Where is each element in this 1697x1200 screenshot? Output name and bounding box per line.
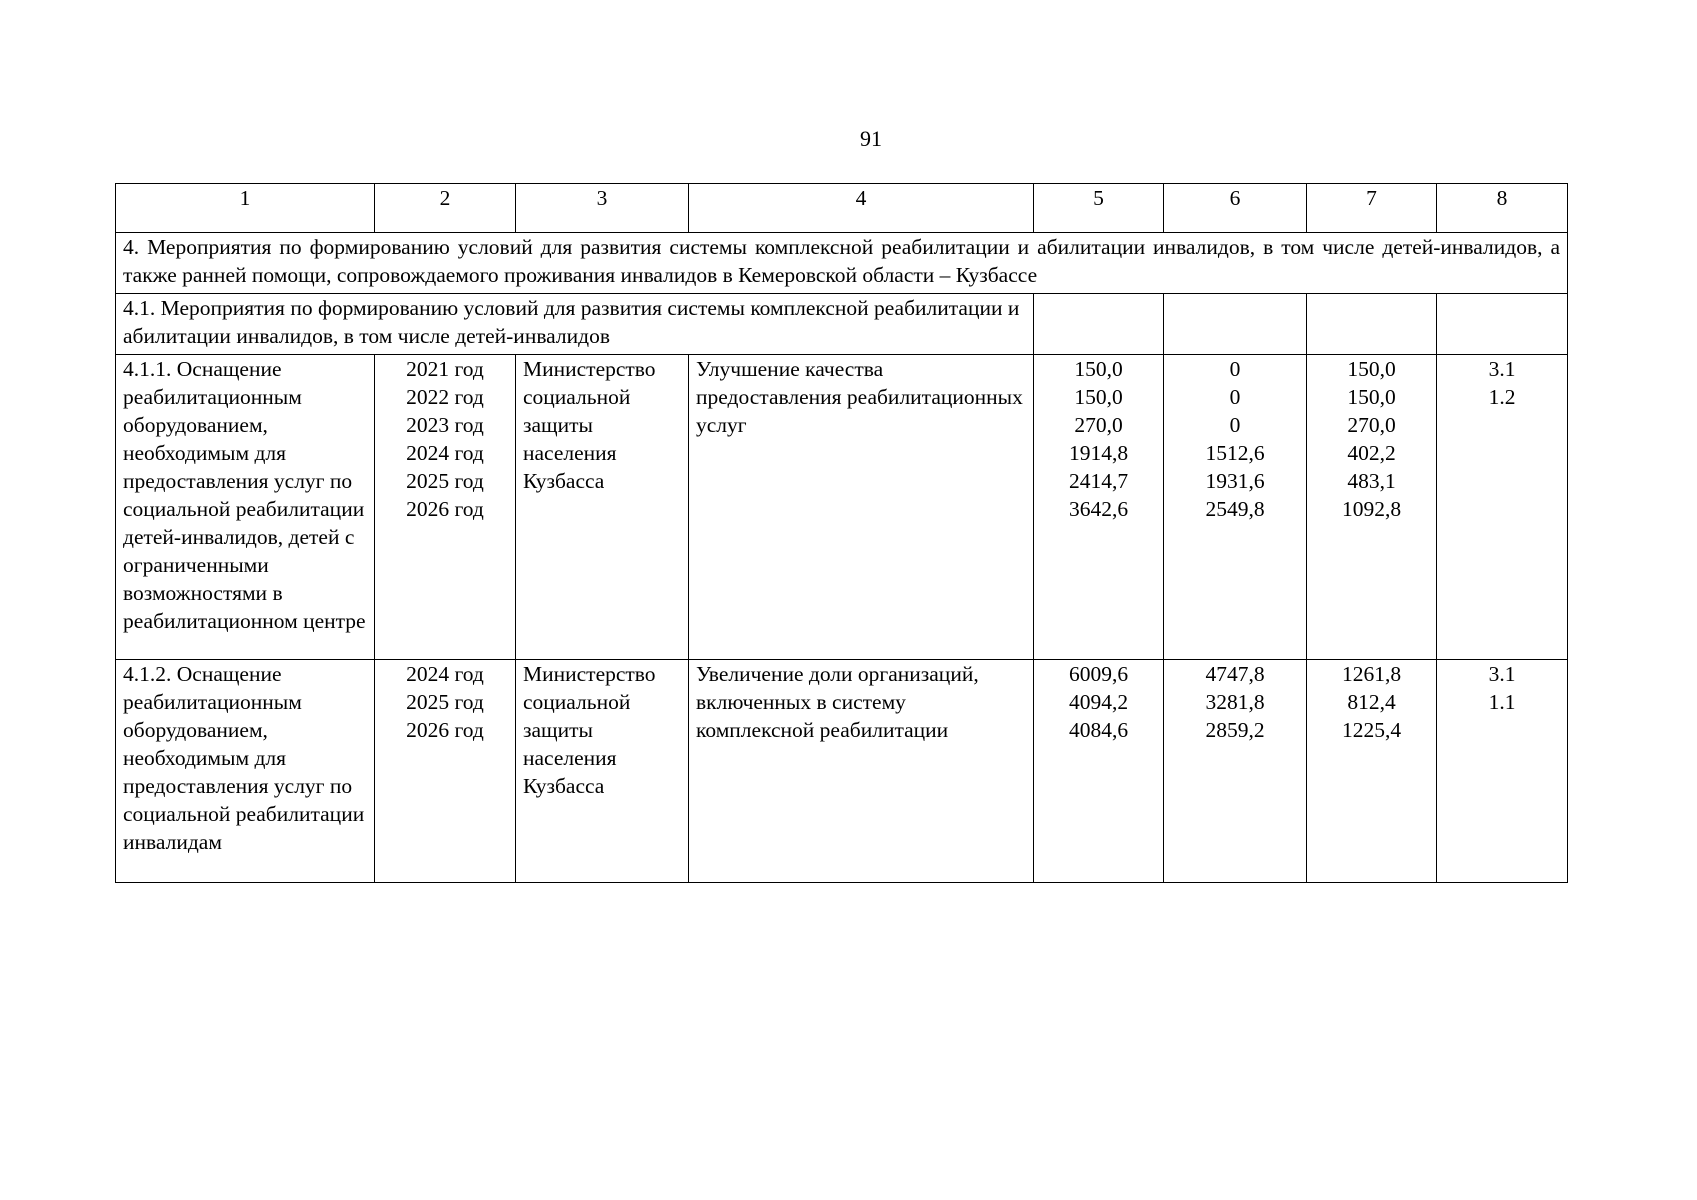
column-number-row <box>116 184 1568 233</box>
value-cell: 3281,8 <box>1205 690 1265 714</box>
page-number: 91 <box>860 126 882 151</box>
value-cell: 4747,8 <box>1205 662 1265 686</box>
value-cell: 150,0 <box>1347 385 1396 409</box>
column-number-6: 6 <box>1164 184 1307 233</box>
activity-name-cell: 4.1.1. Оснащение реабилитационным оборудованием, необходимым для предоставления услуг по социальной реабилитации детей-инвалидов, детей с ограниченными возможностями в реабилитационном центре <box>116 355 375 660</box>
value-cell: 150,0 <box>1074 385 1123 409</box>
indicator-value: 1.2 <box>1488 385 1516 409</box>
value-cell: 4094,2 <box>1068 690 1129 714</box>
value-cell: 1931,6 <box>1205 469 1265 493</box>
value-cell: 270,0 <box>1347 413 1396 437</box>
indicator-cell <box>1437 660 1568 883</box>
executor-cell: Министерство социальной защиты населения Кузбасса <box>516 355 689 660</box>
value-cell: 1225,4 <box>1341 718 1402 742</box>
subsection-title: 4.1. Мероприятия по формированию условий для развития системы комплексной реабилитации и абилитации инвалидов, в том числе детей-инвалидов <box>116 294 1034 355</box>
value-cell: 0 <box>1229 413 1241 437</box>
value-cell: 4084,6 <box>1068 718 1129 742</box>
year-value: 2024 год <box>406 441 484 465</box>
value-cell: 2549,8 <box>1205 497 1265 521</box>
value-cell: 402,2 <box>1347 441 1396 465</box>
value-cell: 2414,7 <box>1068 469 1129 493</box>
year-value: 2025 год <box>406 469 484 493</box>
value-cell: 0 <box>1229 357 1241 381</box>
table-row <box>116 355 1568 660</box>
value-cell: 270,0 <box>1074 413 1123 437</box>
value-cell: 2859,2 <box>1205 718 1265 742</box>
year-value: 2024 год <box>406 662 484 686</box>
year-value: 2026 год <box>406 497 484 521</box>
value-cell: 1914,8 <box>1068 441 1129 465</box>
column-6-values <box>1164 355 1307 660</box>
subsection-row <box>116 294 1568 355</box>
subsection-empty-cell <box>1034 294 1164 355</box>
column-number-7: 7 <box>1307 184 1437 233</box>
value-cell: 1092,8 <box>1341 497 1402 521</box>
value-cell: 1512,6 <box>1205 441 1265 465</box>
table-row <box>116 660 1568 883</box>
subsection-empty-cell <box>1307 294 1437 355</box>
value-cell: 150,0 <box>1074 357 1123 381</box>
subsection-empty-cell <box>1164 294 1307 355</box>
value-cell: 0 <box>1229 385 1241 409</box>
value-cell: 812,4 <box>1347 690 1396 714</box>
column-7-values <box>1307 660 1437 883</box>
years-cell <box>375 660 516 883</box>
section-title: 4. Мероприятия по формированию условий для развития системы комплексной реабилитации и абилитации инвалидов, в том числе детей-инвалидов, а также ранней помощи, сопровождаемого проживания инвалидов в Кемеровской области – Кузбассе <box>116 233 1568 294</box>
value-cell: 150,0 <box>1347 357 1396 381</box>
column-number-1: 1 <box>116 184 375 233</box>
column-number-2: 2 <box>375 184 516 233</box>
activity-name-cell: 4.1.2. Оснащение реабилитационным оборудованием, необходимым для предоставления услуг по социальной реабилитации инвалидам <box>116 660 375 883</box>
indicator-value: 3.1 <box>1488 662 1516 686</box>
value-cell: 1261,8 <box>1341 662 1402 686</box>
year-value: 2026 год <box>406 718 484 742</box>
program-activities-table <box>115 183 1568 883</box>
indicator-cell <box>1437 355 1568 660</box>
year-value: 2025 год <box>406 690 484 714</box>
year-value: 2022 год <box>406 385 484 409</box>
value-cell: 6009,6 <box>1068 662 1129 686</box>
column-number-3: 3 <box>516 184 689 233</box>
column-number-5: 5 <box>1034 184 1164 233</box>
column-number-8: 8 <box>1437 184 1568 233</box>
indicator-value: 1.1 <box>1488 690 1516 714</box>
section-row <box>116 233 1568 294</box>
year-value: 2023 год <box>406 413 484 437</box>
year-value: 2021 год <box>406 357 484 381</box>
years-cell <box>375 355 516 660</box>
column-number-4: 4 <box>689 184 1034 233</box>
result-cell: Увеличение доли организаций, включенных в систему комплексной реабилитации <box>689 660 1034 883</box>
value-cell: 483,1 <box>1347 469 1396 493</box>
executor-cell: Министерство социальной защиты населения Кузбасса <box>516 660 689 883</box>
result-cell: Улучшение качества предоставления реабилитационных услуг <box>689 355 1034 660</box>
value-cell: 3642,6 <box>1068 497 1129 521</box>
indicator-value: 3.1 <box>1488 357 1516 381</box>
column-5-values <box>1034 355 1164 660</box>
column-7-values <box>1307 355 1437 660</box>
column-5-values <box>1034 660 1164 883</box>
column-6-values <box>1164 660 1307 883</box>
subsection-empty-cell <box>1437 294 1568 355</box>
